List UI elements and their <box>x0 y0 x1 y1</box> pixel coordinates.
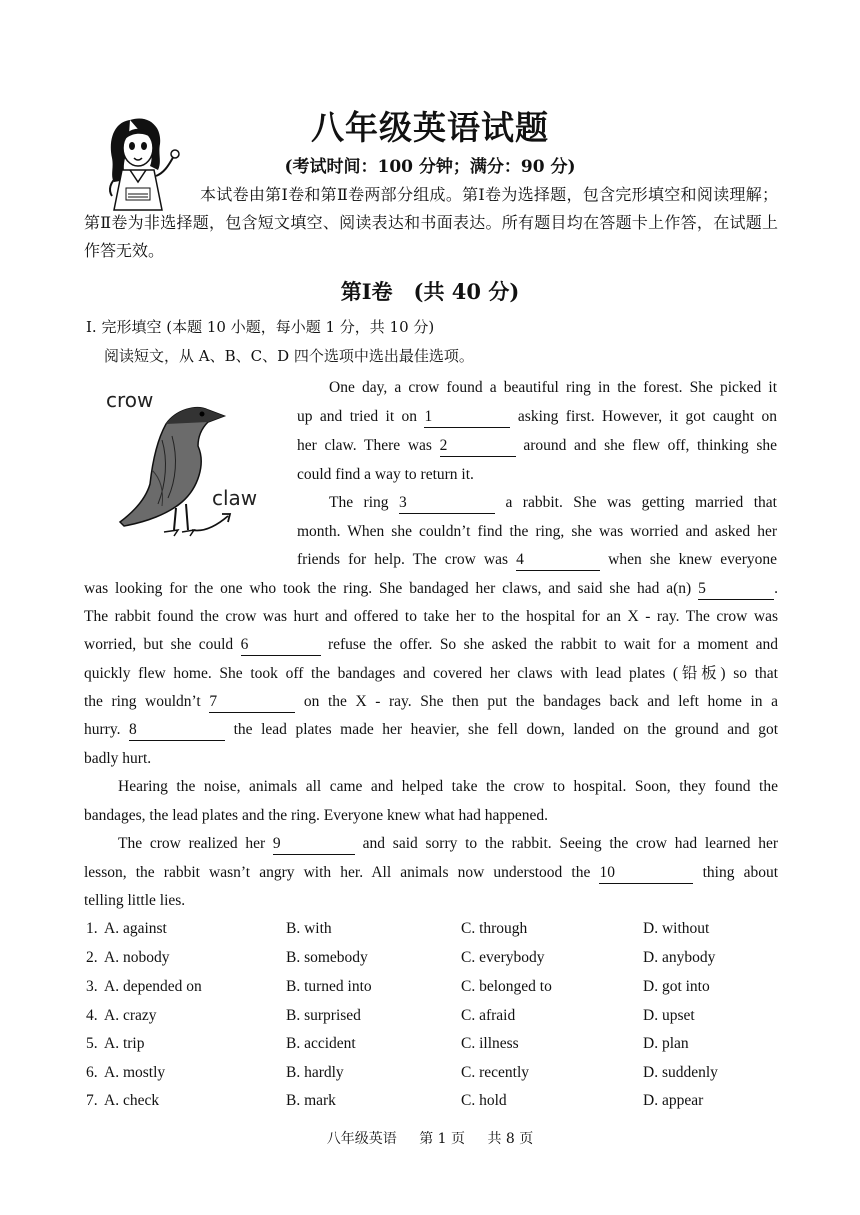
option-c: C. everybody <box>461 949 545 966</box>
option-a: A. trip <box>104 1035 145 1052</box>
option-a: A. check <box>104 1092 160 1109</box>
option-b: B. somebody <box>286 949 368 966</box>
footer-subject: 八年级英语 <box>326 1131 397 1147</box>
blank-9: 9 <box>273 834 355 855</box>
blank-6: 6 <box>241 635 321 656</box>
crow-figure <box>106 380 276 540</box>
option-d: D. plan <box>643 1035 689 1052</box>
option-d: D. anybody <box>643 949 716 966</box>
option-a: A. nobody <box>104 949 170 966</box>
option-b: B. turned into <box>286 978 372 995</box>
option-c: C. illness <box>461 1035 519 1052</box>
question-row <box>86 1007 786 1035</box>
passage-line: badly hurt. <box>84 750 152 767</box>
page-footer <box>0 1128 860 1148</box>
blank-4: 4 <box>516 550 600 571</box>
passage-line: telling little lies. <box>84 892 186 909</box>
question-row <box>86 1064 786 1092</box>
blank-2: 2 <box>440 436 516 457</box>
option-d: D. upset <box>643 1007 695 1024</box>
passage-line: bandages, the lead plates and the ring. Everyone knew what had happened. <box>84 807 548 824</box>
crow-label: crow <box>106 388 154 412</box>
passage-line: The ring 3 a rabbit. She was getting married that <box>297 489 777 517</box>
question-number: 2. <box>86 949 98 966</box>
option-c: C. hold <box>461 1092 507 1109</box>
question-number: 7. <box>86 1092 98 1109</box>
passage-line: lesson, the rabbit wasn’t angry with her. All animals now understood the 10 thing about <box>84 859 778 887</box>
question-row <box>86 978 786 1006</box>
passage-line: One day, a crow found a beautiful ring in the forest. She picked it <box>329 379 777 396</box>
blank-8: 8 <box>129 720 225 741</box>
option-a: A. mostly <box>104 1064 166 1081</box>
passage-line: hurry. 8 the lead plates made her heavier, she fell down, landed on the ground and got <box>84 716 778 744</box>
option-b: B. with <box>286 920 332 937</box>
blank-1: 1 <box>424 407 510 428</box>
question-row <box>86 1092 786 1120</box>
option-b: B. hardly <box>286 1064 344 1081</box>
option-a: A. depended on <box>104 978 202 995</box>
section-instruction: 阅读短文，从 A、B、C、D 四个选项中选出最佳选项。 <box>104 347 474 365</box>
passage-line: worried, but she could 6 refuse the offer. So she asked the rabbit to wait for a moment and <box>84 631 778 659</box>
question-number: 6. <box>86 1064 98 1081</box>
passage-line: was looking for the one who took the ring. She bandaged her claws, and said she had a(n) 5 . <box>84 575 778 603</box>
blank-5: 5 <box>698 579 774 600</box>
passage-line: up and tried it on 1 asking first. However, it got caught on <box>297 403 777 431</box>
question-number: 5. <box>86 1035 98 1052</box>
passage-line: Hearing the noise, animals all came and helped take the crow to hospital. Soon, they found the <box>118 778 778 795</box>
option-b: B. mark <box>286 1092 336 1109</box>
footer-total-pages: 共 8 页 <box>487 1131 534 1147</box>
option-b: B. accident <box>286 1035 356 1052</box>
passage-line: The rabbit found the crow was hurt and offered to take her to the hospital for an X - ray. The crow was <box>84 608 778 625</box>
question-row <box>86 1035 786 1063</box>
passage-line: The crow realized her 9 and said sorry to the rabbit. Seeing the crow had learned her <box>84 830 778 858</box>
question-number: 4. <box>86 1007 98 1024</box>
option-c: C. afraid <box>461 1007 516 1024</box>
option-d: D. appear <box>643 1092 704 1109</box>
question-number: 3. <box>86 978 98 995</box>
question-row <box>86 920 786 948</box>
blank-7: 7 <box>209 692 295 713</box>
passage-line: the ring wouldn’t 7 on the X - ray. She then put the bandages back and left home in a <box>84 688 778 716</box>
option-c: C. through <box>461 920 528 937</box>
question-row <box>86 949 786 977</box>
section-heading: I. 完形填空 (本题 10 小题，每小题 1 分，共 10 分) <box>86 318 435 336</box>
footer-page-number: 第 1 页 <box>419 1131 465 1147</box>
option-d: D. without <box>643 920 710 937</box>
option-d: D. suddenly <box>643 1064 718 1081</box>
passage-line: friends for help. The crow was 4 when she knew everyone <box>297 546 777 574</box>
option-a: A. crazy <box>104 1007 157 1024</box>
passage-line: quickly flew home. She took off the bandages and covered her claws with lead plates (铅板) so that <box>84 665 778 682</box>
option-d: D. got into <box>643 978 710 995</box>
claw-label: claw <box>212 486 258 510</box>
exam-subtitle: (考试时间：100 分钟；满分：90 分) <box>284 157 576 177</box>
passage-line: month. When she couldn’t find the ring, she was worried and asked her <box>297 523 777 540</box>
part-one-title: 第Ⅰ卷 (共 40 分) <box>340 279 520 304</box>
crow-icon <box>106 380 276 540</box>
question-number: 1. <box>86 920 98 937</box>
option-c: C. recently <box>461 1064 530 1081</box>
exam-instructions: 本试卷由第Ⅰ卷和第Ⅱ卷两部分组成。第Ⅰ卷为选择题，包含完形填空和阅读理解；第Ⅱ卷为非选择题，包含短文填空、阅读表达和书面表达。所有题目均在答题卡上作答，在试题上作答无效。 <box>84 185 778 260</box>
option-a: A. against <box>104 920 167 937</box>
passage-line: could find a way to return it. <box>297 466 474 483</box>
blank-3: 3 <box>399 493 495 514</box>
passage-line: her claw. There was 2 around and she flew off, thinking she <box>297 432 777 460</box>
exam-title: 八年级英语试题 <box>311 108 549 147</box>
option-b: B. surprised <box>286 1007 361 1024</box>
option-c: C. belonged to <box>461 978 552 995</box>
blank-10: 10 <box>599 863 693 884</box>
